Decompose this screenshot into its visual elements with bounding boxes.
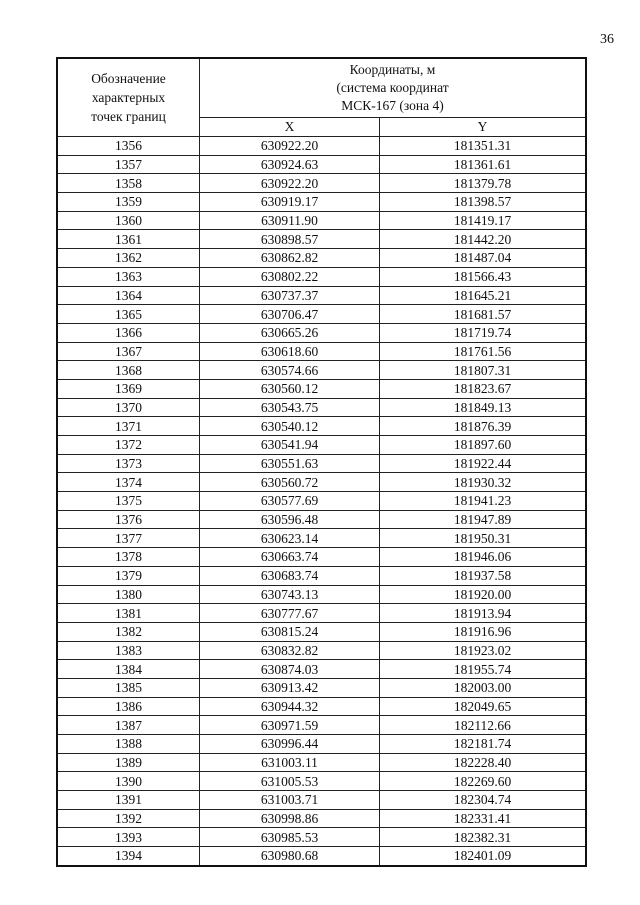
point-id-cell: 1371	[57, 417, 200, 436]
point-id-cell: 1388	[57, 735, 200, 754]
coordinates-header	[200, 58, 587, 118]
y-coordinate-cell: 181442.20	[380, 230, 587, 249]
x-coordinate-cell: 630913.42	[200, 678, 380, 697]
y-coordinate-cell: 182049.65	[380, 697, 587, 716]
point-id-cell: 1367	[57, 342, 200, 361]
y-coordinate-cell: 181419.17	[380, 211, 587, 230]
point-id-cell: 1390	[57, 772, 200, 791]
y-coordinate-cell: 182401.09	[380, 847, 587, 866]
table-row	[57, 716, 586, 735]
y-coordinate-cell: 181922.44	[380, 454, 587, 473]
y-coordinate-cell: 181761.56	[380, 342, 587, 361]
table-row	[57, 155, 586, 174]
x-coordinate-cell: 630543.75	[200, 398, 380, 417]
point-id-cell: 1380	[57, 585, 200, 604]
table-row	[57, 174, 586, 193]
y-coordinate-cell: 181930.32	[380, 473, 587, 492]
point-id-cell: 1360	[57, 211, 200, 230]
coordinates-header-line: (система координат	[336, 80, 449, 95]
y-coordinate-cell: 182331.41	[380, 809, 587, 828]
y-coordinate-cell: 181937.58	[380, 566, 587, 585]
table-row	[57, 566, 586, 585]
y-coordinate-cell: 181351.31	[380, 137, 587, 156]
y-coordinate-cell: 182269.60	[380, 772, 587, 791]
y-coordinate-cell: 181487.04	[380, 249, 587, 268]
point-id-cell: 1365	[57, 305, 200, 324]
point-id-cell: 1381	[57, 604, 200, 623]
table-row	[57, 622, 586, 641]
x-coordinate-cell: 630541.94	[200, 436, 380, 455]
table-row	[57, 809, 586, 828]
x-coordinate-cell: 631005.53	[200, 772, 380, 791]
y-coordinate-cell: 181923.02	[380, 641, 587, 660]
x-coordinate-cell: 630574.66	[200, 361, 380, 380]
table-row	[57, 660, 586, 679]
y-coordinate-cell: 181941.23	[380, 492, 587, 511]
x-coordinate-cell: 630911.90	[200, 211, 380, 230]
point-id-header-line: характерных	[91, 90, 166, 105]
point-id-cell: 1383	[57, 641, 200, 660]
table-row	[57, 791, 586, 810]
point-id-header-line: Обозначение	[91, 71, 166, 86]
x-coordinate-cell: 630971.59	[200, 716, 380, 735]
x-coordinate-cell: 630898.57	[200, 230, 380, 249]
x-coordinate-cell: 631003.11	[200, 753, 380, 772]
point-id-cell: 1372	[57, 436, 200, 455]
table-row	[57, 286, 586, 305]
point-id-cell: 1369	[57, 379, 200, 398]
y-coordinate-cell: 182181.74	[380, 735, 587, 754]
table-row	[57, 473, 586, 492]
y-coordinate-cell: 181913.94	[380, 604, 587, 623]
table-row	[57, 305, 586, 324]
table-row	[57, 529, 586, 548]
y-coordinate-cell: 181823.67	[380, 379, 587, 398]
table-row	[57, 342, 586, 361]
table-row	[57, 753, 586, 772]
x-column-header: X	[200, 118, 380, 137]
table-row	[57, 193, 586, 212]
point-id-cell: 1368	[57, 361, 200, 380]
coordinates-header-line: Координаты, м	[349, 62, 436, 77]
x-coordinate-cell: 630944.32	[200, 697, 380, 716]
y-coordinate-cell: 181955.74	[380, 660, 587, 679]
point-id-cell: 1374	[57, 473, 200, 492]
table-row	[57, 379, 586, 398]
y-coordinate-cell: 181947.89	[380, 510, 587, 529]
point-id-cell: 1363	[57, 267, 200, 286]
y-coordinate-cell: 181946.06	[380, 548, 587, 567]
y-coordinate-cell: 181916.96	[380, 622, 587, 641]
table-row	[57, 323, 586, 342]
point-id-header-line: точек границ	[91, 109, 166, 124]
table-row	[57, 230, 586, 249]
x-coordinate-cell: 630802.22	[200, 267, 380, 286]
x-coordinate-cell: 630924.63	[200, 155, 380, 174]
point-id-cell: 1373	[57, 454, 200, 473]
table-row	[57, 735, 586, 754]
point-id-cell: 1378	[57, 548, 200, 567]
point-id-cell: 1393	[57, 828, 200, 847]
point-id-cell: 1385	[57, 678, 200, 697]
point-id-cell: 1384	[57, 660, 200, 679]
table-row	[57, 249, 586, 268]
y-coordinate-cell: 181361.61	[380, 155, 587, 174]
x-coordinate-cell: 630862.82	[200, 249, 380, 268]
x-coordinate-cell: 630743.13	[200, 585, 380, 604]
x-coordinate-cell: 630663.74	[200, 548, 380, 567]
table-row	[57, 641, 586, 660]
y-coordinate-cell: 182003.00	[380, 678, 587, 697]
point-id-cell: 1389	[57, 753, 200, 772]
point-id-cell: 1376	[57, 510, 200, 529]
page-number: 36	[600, 32, 614, 47]
x-coordinate-cell: 630706.47	[200, 305, 380, 324]
x-coordinate-cell: 630996.44	[200, 735, 380, 754]
table-row	[57, 267, 586, 286]
y-coordinate-cell: 182382.31	[380, 828, 587, 847]
x-coordinate-cell: 630815.24	[200, 622, 380, 641]
x-coordinate-cell: 630623.14	[200, 529, 380, 548]
y-coordinate-cell: 181920.00	[380, 585, 587, 604]
table-row	[57, 678, 586, 697]
x-coordinate-cell: 630560.72	[200, 473, 380, 492]
point-id-cell: 1392	[57, 809, 200, 828]
table-row	[57, 772, 586, 791]
y-coordinate-cell: 181379.78	[380, 174, 587, 193]
x-coordinate-cell: 630560.12	[200, 379, 380, 398]
x-coordinate-cell: 630985.53	[200, 828, 380, 847]
y-coordinate-cell: 181681.57	[380, 305, 587, 324]
table-row	[57, 847, 586, 866]
x-coordinate-cell: 630551.63	[200, 454, 380, 473]
coordinates-table	[56, 57, 587, 867]
table-body	[57, 137, 586, 866]
table-row	[57, 436, 586, 455]
point-id-cell: 1391	[57, 791, 200, 810]
x-coordinate-cell: 630737.37	[200, 286, 380, 305]
x-coordinate-cell: 630998.86	[200, 809, 380, 828]
x-coordinate-cell: 630665.26	[200, 323, 380, 342]
point-id-header	[57, 58, 200, 137]
y-coordinate-cell: 182228.40	[380, 753, 587, 772]
point-id-cell: 1375	[57, 492, 200, 511]
table-row	[57, 548, 586, 567]
y-coordinate-cell: 181807.31	[380, 361, 587, 380]
point-id-cell: 1364	[57, 286, 200, 305]
x-coordinate-cell: 630577.69	[200, 492, 380, 511]
point-id-cell: 1387	[57, 716, 200, 735]
y-coordinate-cell: 181645.21	[380, 286, 587, 305]
point-id-cell: 1394	[57, 847, 200, 866]
x-coordinate-cell: 630922.20	[200, 174, 380, 193]
point-id-cell: 1361	[57, 230, 200, 249]
table-row	[57, 417, 586, 436]
point-id-cell: 1356	[57, 137, 200, 156]
table-row	[57, 492, 586, 511]
coordinates-header-line: МСК-167 (зона 4)	[341, 98, 444, 113]
table-row	[57, 211, 586, 230]
x-coordinate-cell: 630922.20	[200, 137, 380, 156]
table-row	[57, 828, 586, 847]
x-coordinate-cell: 630874.03	[200, 660, 380, 679]
table-header-row	[57, 58, 586, 118]
y-coordinate-cell: 181566.43	[380, 267, 587, 286]
point-id-cell: 1359	[57, 193, 200, 212]
table-row	[57, 454, 586, 473]
point-id-cell: 1358	[57, 174, 200, 193]
point-id-cell: 1382	[57, 622, 200, 641]
table-row	[57, 398, 586, 417]
x-coordinate-cell: 630596.48	[200, 510, 380, 529]
x-coordinate-cell: 630777.67	[200, 604, 380, 623]
point-id-cell: 1370	[57, 398, 200, 417]
table-row	[57, 697, 586, 716]
x-coordinate-cell: 630980.68	[200, 847, 380, 866]
y-coordinate-cell: 182112.66	[380, 716, 587, 735]
point-id-cell: 1377	[57, 529, 200, 548]
table-row	[57, 361, 586, 380]
y-coordinate-cell: 181876.39	[380, 417, 587, 436]
x-coordinate-cell: 630683.74	[200, 566, 380, 585]
x-coordinate-cell: 631003.71	[200, 791, 380, 810]
y-coordinate-cell: 182304.74	[380, 791, 587, 810]
y-coordinate-cell: 181849.13	[380, 398, 587, 417]
table-row	[57, 137, 586, 156]
y-coordinate-cell: 181950.31	[380, 529, 587, 548]
y-column-header: Y	[380, 118, 587, 137]
point-id-cell: 1366	[57, 323, 200, 342]
point-id-cell: 1357	[57, 155, 200, 174]
y-coordinate-cell: 181398.57	[380, 193, 587, 212]
point-id-cell: 1386	[57, 697, 200, 716]
point-id-cell: 1379	[57, 566, 200, 585]
table-row	[57, 585, 586, 604]
x-coordinate-cell: 630919.17	[200, 193, 380, 212]
y-coordinate-cell: 181719.74	[380, 323, 587, 342]
x-coordinate-cell: 630540.12	[200, 417, 380, 436]
table-row	[57, 604, 586, 623]
x-coordinate-cell: 630832.82	[200, 641, 380, 660]
table-row	[57, 510, 586, 529]
y-coordinate-cell: 181897.60	[380, 436, 587, 455]
x-coordinate-cell: 630618.60	[200, 342, 380, 361]
point-id-cell: 1362	[57, 249, 200, 268]
